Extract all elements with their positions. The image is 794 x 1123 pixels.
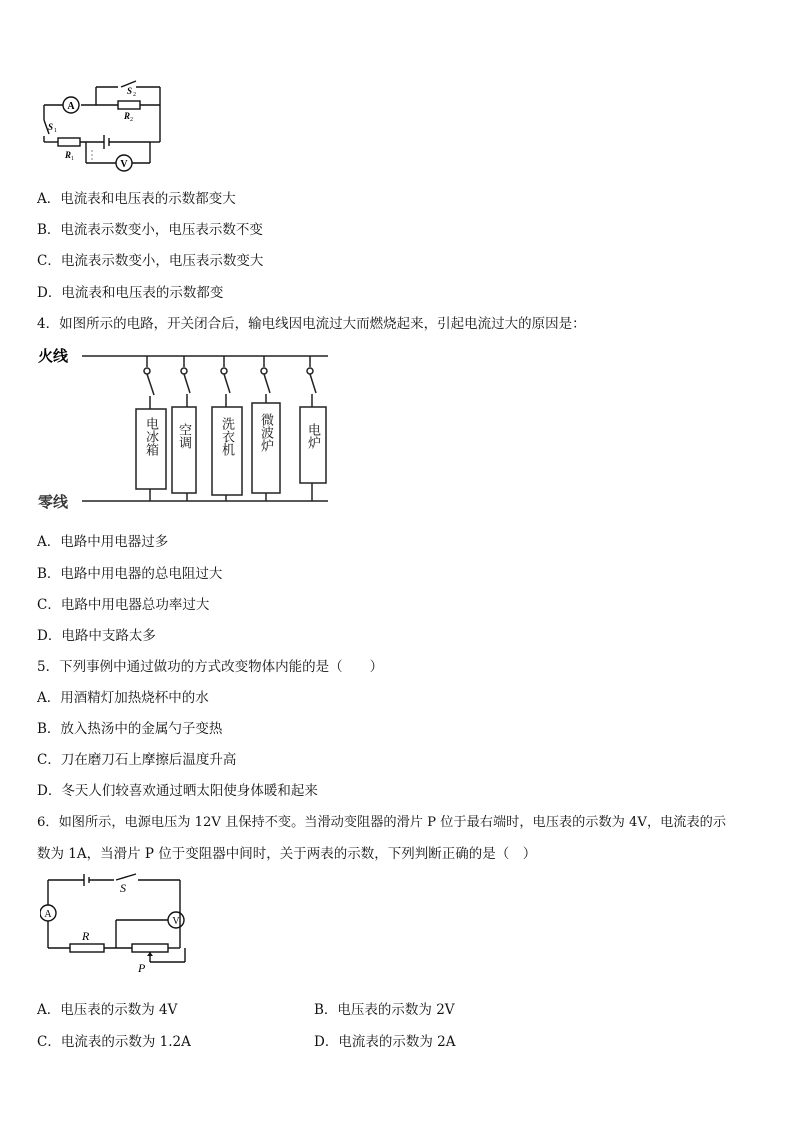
figure-q6-circuit xyxy=(40,870,190,980)
figure-q3-circuit xyxy=(38,78,168,173)
appliance-label-fridge: 电冰箱 xyxy=(143,417,158,456)
q3-option-a: A．电流表和电压表的示数都变大 xyxy=(37,191,236,207)
q6-stem-line2: 数为 1A，当滑片 P 位于变阻器中间时，关于两表的示数，下列判断正确的是（ ） xyxy=(37,846,537,862)
voltmeter-label: V xyxy=(120,159,128,170)
q4-option-a: A．电路中用电器过多 xyxy=(37,534,169,550)
q6-option-b: B．电压表的示数为 2V xyxy=(314,1002,455,1018)
q3-option-b: B．电流表示数变小，电压表示数不变 xyxy=(37,222,263,238)
figure-q4-household-circuit xyxy=(38,343,338,513)
q6-ammeter-label: A xyxy=(44,909,52,920)
s2-label: S xyxy=(127,86,133,96)
q4-option-d: D．电路中支路太多 xyxy=(37,628,156,644)
q4-stem: 4．如图所示的电路，开关闭合后，输电线因电流过大而燃烧起来，引起电流过大的原因是： xyxy=(37,316,586,332)
r1-label: R xyxy=(65,150,72,160)
r1-sub: 1 xyxy=(71,156,74,162)
live-wire-label: 火线 xyxy=(38,347,69,365)
r2-sub: 2 xyxy=(130,117,133,123)
q6-slider-label: P xyxy=(138,961,146,975)
circuit-diagram-q6 xyxy=(40,870,190,980)
q6-stem-line1: 6．如图所示，电源电压为 12V 且保持不变。当滑动变阻器的滑片 P 位于最右端时，电压表的示数为 4V，电流表的示 xyxy=(37,815,727,830)
r2-label: R xyxy=(124,111,131,121)
q6-resistor-label: R xyxy=(82,929,90,943)
appliance-label-washer: 洗衣机 xyxy=(219,417,234,456)
s2-sub: 2 xyxy=(133,92,136,98)
q6-option-a: A．电压表的示数为 4V xyxy=(37,1002,178,1018)
q3-option-d: D．电流表和电压表的示数都变 xyxy=(37,285,224,301)
q5-option-b: B．放入热汤中的金属勺子变热 xyxy=(37,721,223,737)
appliance-label-microwave: 微波炉 xyxy=(258,413,273,452)
q6-voltmeter-label: V xyxy=(172,916,180,927)
q4-option-c: C．电路中用电器总功率过大 xyxy=(37,597,210,613)
s1-label: S xyxy=(48,122,54,132)
appliance-label-stove: 电炉 xyxy=(305,423,320,449)
appliance-label-ac: 空调 xyxy=(176,423,191,449)
ammeter-label: A xyxy=(67,101,75,112)
q6-switch-label: S xyxy=(120,881,126,895)
q5-stem: 5．下列事例中通过做功的方式改变物体内能的是（ ） xyxy=(37,659,384,675)
circuit-diagram-q3 xyxy=(38,78,168,173)
q5-option-c: C．刀在磨刀石上摩擦后温度升高 xyxy=(37,752,237,768)
s1-sub: 1 xyxy=(54,128,57,134)
q5-option-a: A．用酒精灯加热烧杯中的水 xyxy=(37,690,209,706)
neutral-wire-label: 零线 xyxy=(38,493,69,511)
q5-option-d: D．冬天人们较喜欢通过晒太阳使身体暖和起来 xyxy=(37,783,318,799)
q6-option-d: D．电流表的示数为 2A xyxy=(314,1034,456,1050)
q3-option-c: C．电流表示数变小，电压表示数变大 xyxy=(37,253,264,269)
q6-option-c: C．电流表的示数为 1.2A xyxy=(37,1034,191,1050)
q4-option-b: B．电路中用电器的总电阻过大 xyxy=(37,566,223,582)
